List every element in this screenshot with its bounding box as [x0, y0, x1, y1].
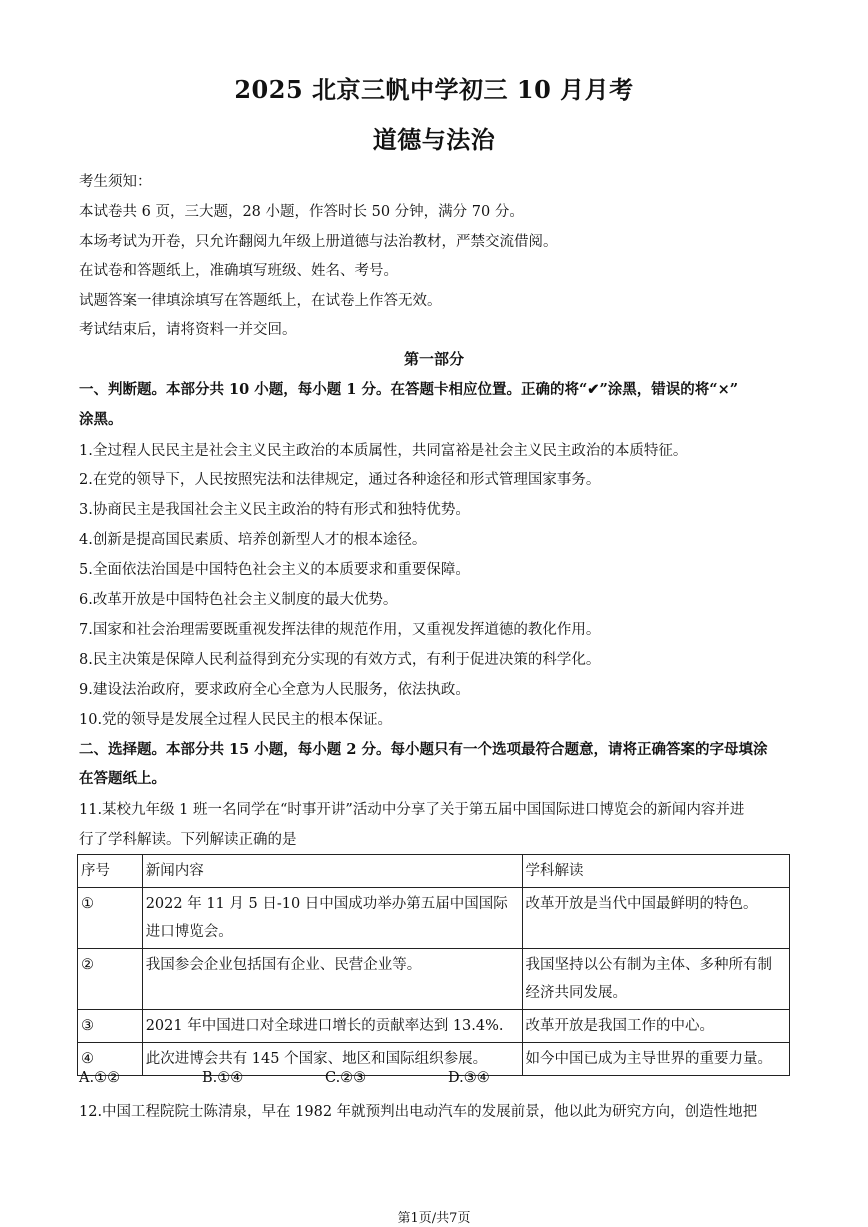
judgment-item: 7.国家和社会治理需要既重视发挥法律的规范作用，又重视发挥道德的教化作用。: [79, 622, 601, 638]
judgment-item: 8.民主决策是保障人民利益得到充分实现的有效方式，有利于促进决策的科学化。: [79, 652, 601, 668]
table-cell: 2022 年 11 月 5 日-10 日中国成功举办第五届中国国际进口博览会。: [142, 888, 522, 949]
judgment-item: 6.改革开放是中国特色社会主义制度的最大优势。: [79, 592, 398, 608]
judgment-item: 3.协商民主是我国社会主义民主政治的特有形式和独特优势。: [79, 502, 470, 518]
judgment-item: 1.全过程人民民主是社会主义民主政治的本质属性，共同富裕是社会主义民主政治的本质特征。: [79, 443, 688, 459]
table-cell: 我国坚持以公有制为主体、多种所有制经济共同发展。: [522, 949, 789, 1010]
part-heading: 第一部分: [403, 350, 464, 368]
table-row: [78, 888, 790, 949]
section2-instructions: 二、选择题。本部分共 15 小题，每小题 2 分。每小题只有一个选项最符合题意，请将正确答案的字母填涂: [79, 741, 768, 758]
table-cell: ④: [78, 1043, 143, 1076]
table-row: [78, 1010, 790, 1043]
question-12-stem: 12.中国工程院院士陈清泉，早在 1982 年就预判出电动汽车的发展前景，他以此为研究方向，创造性地把: [79, 1104, 758, 1120]
judgment-item: 9.建设法治政府，要求政府全心全意为人民服务，依法执政。: [79, 682, 470, 698]
exam-title: 2025 北京三帆中学初三 10 月月考: [234, 75, 634, 104]
page-number: 第1页/共7页: [397, 1211, 471, 1226]
question-11-options: [79, 1070, 490, 1086]
news-interpretation-table: [77, 854, 790, 1076]
option-b: B.①④: [202, 1070, 244, 1086]
table-cell: 如今中国已成为主导世界的重要力量。: [522, 1043, 789, 1076]
notice-line: 本试卷共 6 页，三大题，28 小题，作答时长 50 分钟，满分 70 分。: [79, 204, 524, 220]
section1-instructions-cont: 涂黑。: [79, 411, 123, 428]
exam-subject: 道德与法治: [372, 125, 496, 154]
table-header-row: [78, 855, 790, 888]
notice-line: 考试结束后，请将资料一并交回。: [79, 322, 297, 338]
table-cell: 此次进博会共有 145 个国家、地区和国际组织参展。: [142, 1043, 522, 1076]
table-cell: 改革开放是我国工作的中心。: [522, 1010, 789, 1043]
table-cell: 改革开放是当代中国最鲜明的特色。: [522, 888, 789, 949]
notice-line: 本场考试为开卷，只允许翻阅九年级上册道德与法治教材，严禁交流借阅。: [79, 234, 558, 250]
option-c: C.②③: [325, 1070, 367, 1086]
section1-instructions: 一、判断题。本部分共 10 小题，每小题 1 分。在答题卡相应位置。正确的将“✔”涂黑，错误的将“×”: [79, 381, 739, 398]
judgment-item: 10.党的领导是发展全过程人民民主的根本保证。: [79, 712, 393, 728]
table-header-cell: 新闻内容: [142, 855, 522, 888]
question-11-stem: 11.某校九年级 1 班一名同学在“时事开讲”活动中分享了关于第五届中国国际进口博览会的新闻内容并进: [79, 802, 745, 818]
table-row: [78, 949, 790, 1010]
table-cell: ③: [78, 1010, 143, 1043]
option-a: A.①②: [79, 1070, 121, 1086]
table-cell: 2021 年中国进口对全球进口增长的贡献率达到 13.4%.: [142, 1010, 522, 1043]
judgment-item: 4.创新是提高国民素质、培养创新型人才的根本途径。: [79, 532, 427, 548]
judgment-item: 2.在党的领导下，人民按照宪法和法律规定，通过各种途径和形式管理国家事务。: [79, 472, 601, 488]
table-header-cell: 序号: [78, 855, 143, 888]
question-11-stem-cont: 行了学科解读。下列解读正确的是: [79, 832, 297, 848]
table-cell: ①: [78, 888, 143, 949]
section2-instructions-cont: 在答题纸上。: [79, 770, 166, 787]
table-cell: 我国参会企业包括国有企业、民营企业等。: [142, 949, 522, 1010]
notice-heading: 考生须知：: [79, 174, 152, 190]
judgment-item: 5.全面依法治国是中国特色社会主义的本质要求和重要保障。: [79, 562, 470, 578]
table-header-cell: 学科解读: [522, 855, 789, 888]
option-d: D.③④: [448, 1070, 490, 1086]
notice-line: 试题答案一律填涂填写在答题纸上，在试卷上作答无效。: [79, 293, 442, 309]
table-cell: ②: [78, 949, 143, 1010]
notice-line: 在试卷和答题纸上，准确填写班级、姓名、考号。: [79, 263, 398, 279]
